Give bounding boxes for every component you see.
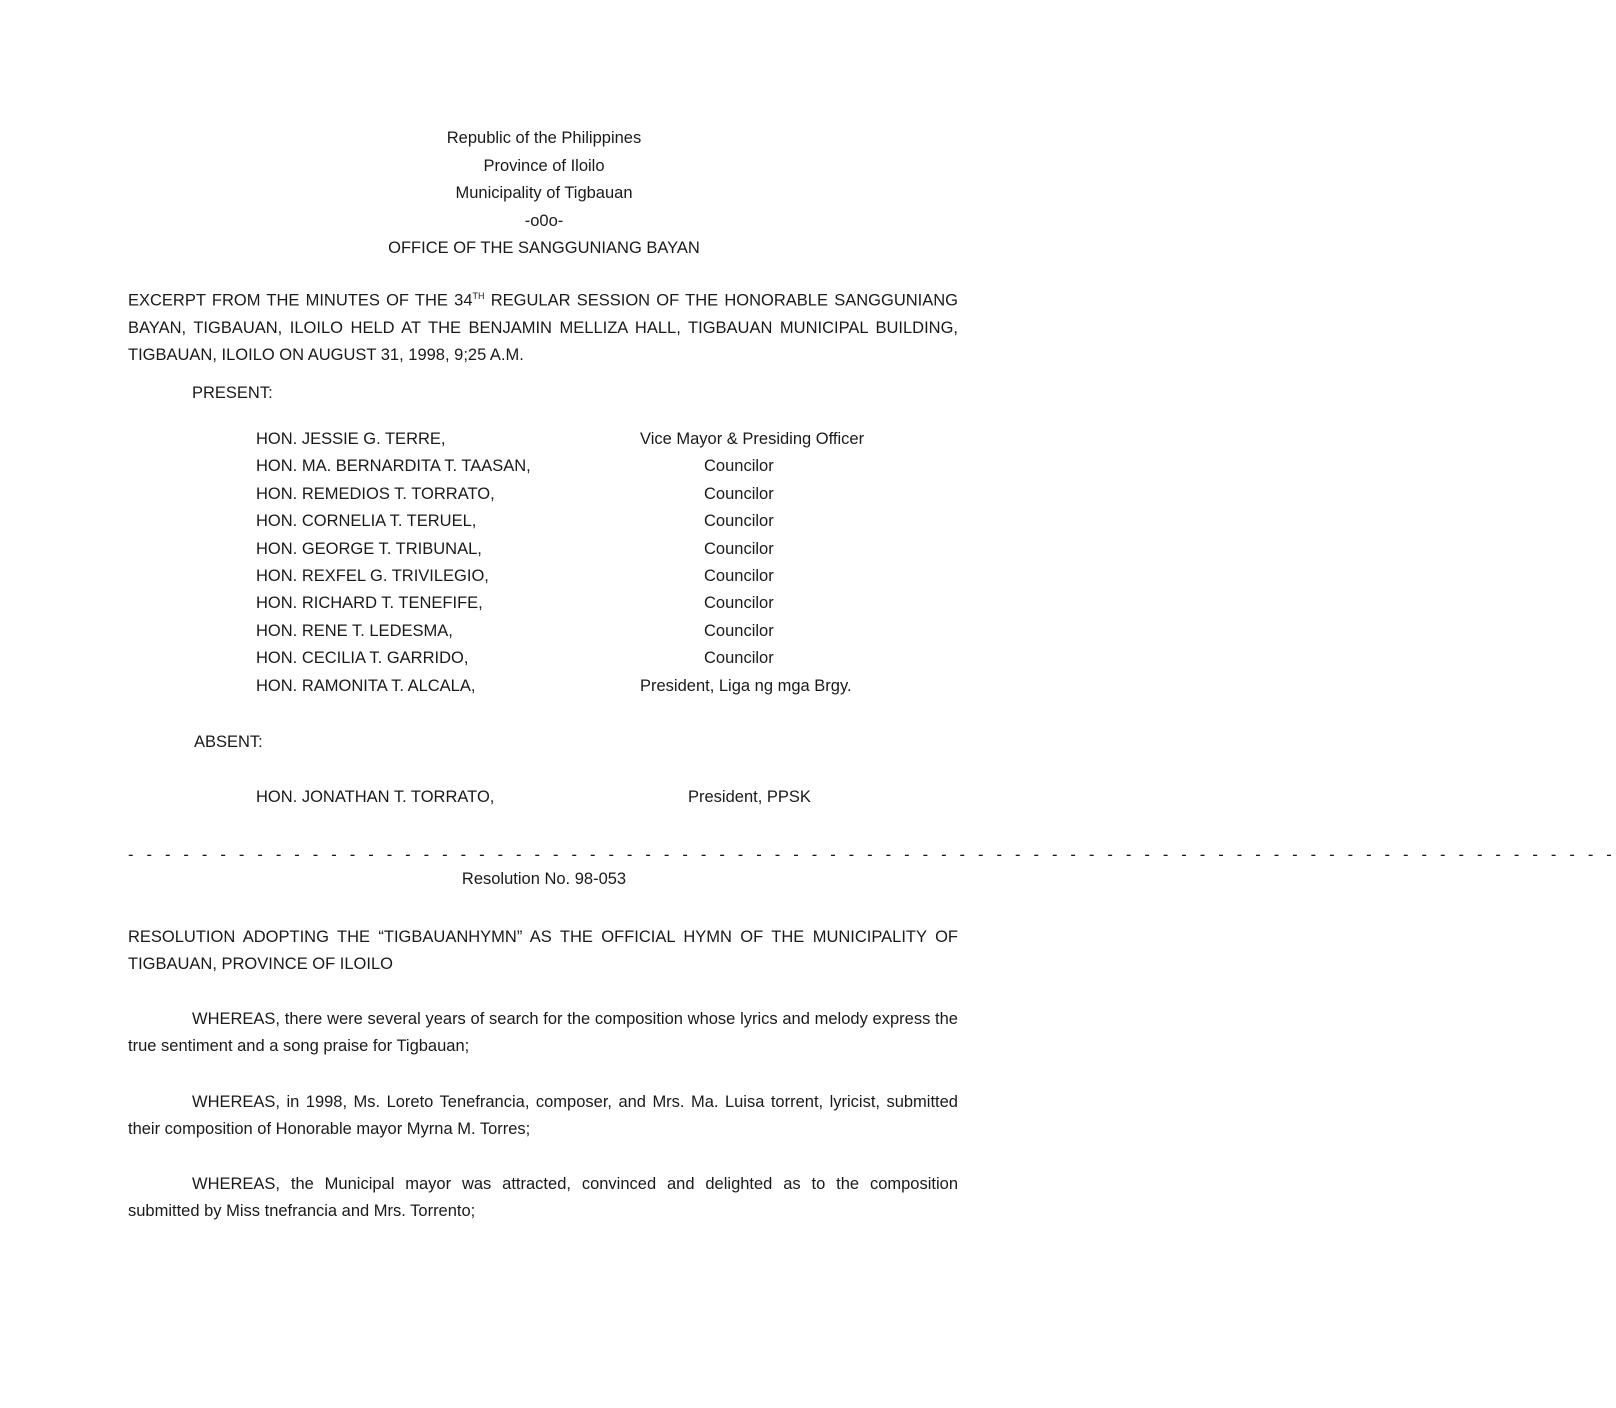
present-name: HON. JESSIE G. TERRE, <box>256 430 446 448</box>
present-name: HON. MA. BERNARDITA T. TAASAN, <box>256 457 531 475</box>
present-name: HON. RAMONITA T. ALCALA, <box>256 677 476 695</box>
present-role: President, Liga ng mga Brgy. <box>640 677 852 695</box>
resolution-title: RESOLUTION ADOPTING THE “TIGBAUANHYMN” AS THE OFFICIAL HYMN OF THE MUNICIPALITY OF TIGBAUAN, PROVINCE OF ILOILO <box>128 928 958 973</box>
excerpt-text-start: EXCERPT FROM THE MINUTES OF THE 34 <box>128 291 473 310</box>
absent-label: ABSENT: <box>194 733 263 751</box>
whereas-paragraph: WHEREAS, in 1998, Ms. Loreto Tenefrancia, composer, and Mrs. Ma. Luisa torrent, lyricist, submitted their composition of Honorable mayor Myrna M. Torres; <box>128 1093 958 1138</box>
present-role: Councilor <box>704 622 774 640</box>
header-republic: Republic of the Philippines <box>446 129 642 147</box>
present-name: HON. CORNELIA T. TERUEL, <box>256 512 477 530</box>
present-role: Councilor <box>704 485 774 503</box>
present-label: PRESENT: <box>192 384 273 402</box>
present-name: HON. RENE T. LEDESMA, <box>256 622 453 640</box>
present-name: HON. REXFEL G. TRIVILEGIO, <box>256 567 489 585</box>
present-role: Vice Mayor & Presiding Officer <box>640 430 865 448</box>
dashed-divider: - - - - - - - - - - - - - - - - - - - - - - - - - - - - - - - - - - - - - - - - - - - - - - - - - - - - - - - - - - - - - - - - - - - - - - - - - - - - - - - - - <box>128 846 1616 864</box>
present-name: HON. GEORGE T. TRIBUNAL, <box>256 540 482 558</box>
present-name: HON. CECILIA T. GARRIDO, <box>256 649 469 667</box>
present-role: Councilor <box>704 512 774 530</box>
whereas-paragraph: WHEREAS, the Municipal mayor was attracted, convinced and delighted as to the composition submitted by Miss tnefrancia and Mrs. Torrento; <box>128 1175 958 1220</box>
present-name: HON. REMEDIOS T. TORRATO, <box>256 485 495 503</box>
header-province: Province of Iloilo <box>483 157 605 175</box>
excerpt-text-end: REGULAR SESSION OF THE HONORABLE SANGGUNIANG BAYAN, TIGBAUAN, ILOILO HELD AT THE BENJAMIN MELLIZA HALL, TIGBAUAN MUNICIPAL BUILDING, TIGBAUAN, ILOILO ON AUGUST 31, 1998, 9;25 A.M. <box>128 291 958 364</box>
absent-role: President, PPSK <box>688 788 811 806</box>
header-municipality: Municipality of Tigbauan <box>455 184 633 202</box>
excerpt-paragraph <box>128 283 958 369</box>
absent-name: HON. JONATHAN T. TORRATO, <box>256 788 495 806</box>
whereas-paragraph: WHEREAS, there were several years of search for the composition whose lyrics and melody express the true sentiment and a song praise for Tigbauan; <box>128 1010 958 1055</box>
excerpt-superscript: TH <box>472 291 485 301</box>
present-role: Councilor <box>704 540 774 558</box>
present-role: Councilor <box>704 649 774 667</box>
resolution-number: Resolution No. 98-053 <box>461 870 627 888</box>
present-role: Councilor <box>704 457 774 475</box>
present-name: HON. RICHARD T. TENEFIFE, <box>256 594 483 612</box>
present-role: Councilor <box>704 567 774 585</box>
header-separator: -o0o- <box>524 212 564 230</box>
header-office: OFFICE OF THE SANGGUNIANG BAYAN <box>388 239 700 257</box>
present-role: Councilor <box>704 594 774 612</box>
